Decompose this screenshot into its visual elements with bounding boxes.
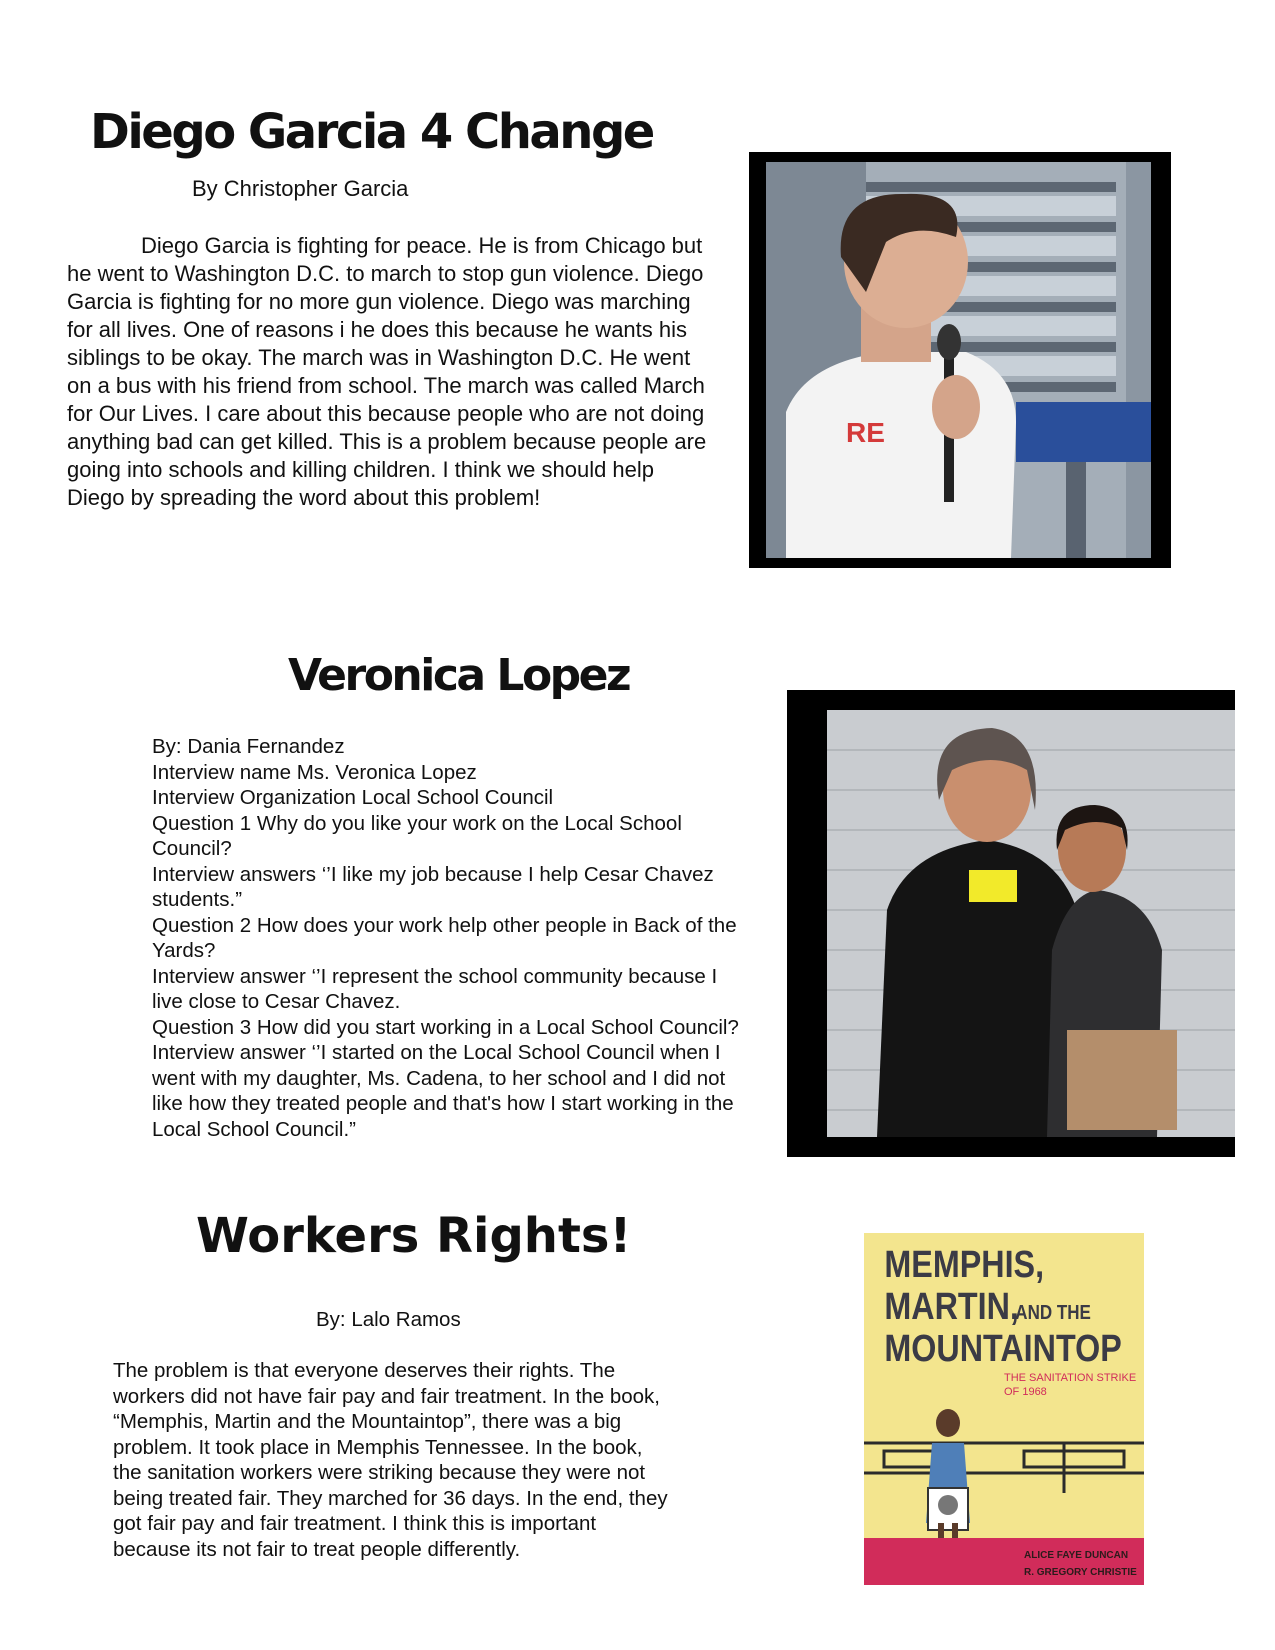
book-author: ALICE FAYE DUNCAN (1024, 1550, 1129, 1561)
article-body-diego (67, 232, 717, 512)
book-illustrator: R. GREGORY CHRISTIE (1024, 1567, 1137, 1578)
article-title-diego: Diego Garcia 4 Change (90, 104, 653, 160)
interview-line: Question 2 How does your work help other people in Back of the Yards? (152, 913, 737, 962)
interview-line: Interview answer ‘’I represent the school community because I live close to Cesar Chavez. (152, 964, 718, 1013)
interview-block (152, 734, 752, 1142)
book-subtitle2: OF 1968 (1004, 1386, 1047, 1398)
article-title-veronica: Veronica Lopez (288, 650, 630, 701)
byline-christopher: By Christopher Garcia (192, 176, 409, 201)
interview-line: Interview name Ms. Veronica Lopez (152, 760, 477, 784)
svg-text:RE: RE (846, 417, 885, 448)
book-cover-art (864, 1233, 1144, 1585)
interview-line: Question 1 Why do you like your work on the Local School Council? (152, 811, 682, 860)
veronica-photo-illustration (827, 710, 1235, 1137)
book-cover-memphis (864, 1233, 1144, 1585)
photo-diego-garcia (749, 152, 1171, 568)
interview-line: Interview answers ‘’I like my job because I help Cesar Chavez students.” (152, 862, 714, 911)
article-body-workers: The problem is that everyone deserves their rights. The workers did not have fair pay and fair treatment. In the book, “Memphis, Martin and the Mountaintop”, there was a big problem. It took place in Memphis Tennessee. In the book, the sanitation workers were striking because they were not being treated fair. They marched for 36 days. In the end, they got fair pay and fair treatment. I think this is important because its not fair to treat people differently. (113, 1359, 668, 1561)
interview-line: Interview answer ‘’I started on the Local School Council when I went with my daughter, Ms. Cadena, to her school and I did not like how they treated people and that's how I start working in the Local School Council.” (152, 1041, 734, 1141)
book-subtitle1: THE SANITATION STRIKE (1004, 1372, 1137, 1384)
interview-line: By: Dania Fernandez (152, 735, 345, 758)
book-title-line3: MOUNTAINTOP (884, 1327, 1122, 1370)
diego-photo-illustration (766, 162, 1151, 558)
book-title-line2a: MARTIN, (884, 1285, 1019, 1328)
byline-lalo: By: Lalo Ramos (316, 1308, 461, 1331)
book-title-line2b: AND THE (1015, 1300, 1091, 1324)
article-title-workers-rights: Workers Rights! (196, 1208, 632, 1264)
book-title-line1: MEMPHIS, (884, 1243, 1045, 1286)
interview-line: Question 3 How did you start working in a Local School Council? (152, 1015, 739, 1039)
photo-veronica-lopez (787, 690, 1235, 1157)
interview-line: Interview Organization Local School Council (152, 786, 554, 809)
article-body-diego-text: Diego Garcia is fighting for peace. He is from Chicago but he went to Washington D.C. to march to stop gun violence. Diego Garcia is fighting for no more gun violence. Diego was marching for all lives. One of reasons i he does this because he wants his siblings to be okay. The march was in Washington D.C. He went on a bus with his friend from school. The march was called March for Our Lives. I care about this because people who are not doing anything bad can get killed. This is a problem because people are going into schools and killing children. I think we should help Diego by spreading the word about this problem! (67, 233, 707, 510)
